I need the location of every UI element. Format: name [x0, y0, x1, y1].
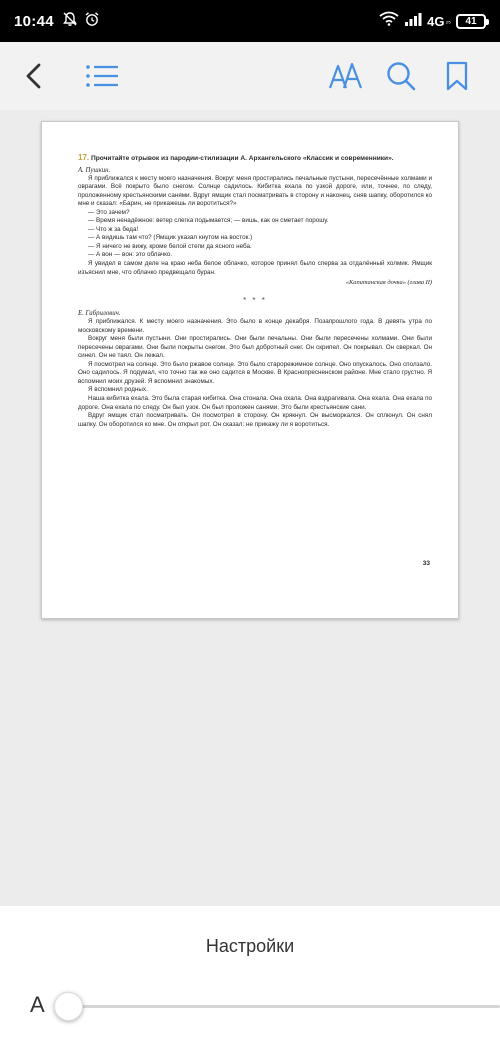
settings-title: Настройки	[205, 936, 295, 956]
author-gabrilovich: Е. Габрилович.	[78, 310, 121, 318]
task-heading	[78, 154, 432, 164]
back-arrow-icon	[22, 62, 46, 90]
source-citation: «Капитанская дочка» (глава II)	[345, 279, 432, 287]
book-page[interactable]	[41, 121, 459, 619]
paragraph: Я приближался к месту моего назначения. Вокруг меня простирались печальные пустыни, пересечённые холмами и оврагами. Всё покрыто было снегом. Солнце садилось. Кибитка ехала по узкой дороге, или, точнее, по следу, проложенному крестьянскими санями. Вдруг ямщик стал посматривать в сторону и наконец, сняв шапку, оборотился ко мне и сказал: «Барин, не прикажешь ли воротиться?»	[78, 174, 432, 208]
signal-icon	[404, 12, 422, 31]
task-text: Прочитайте отрывок из пародии-стилизации А. Архангельского «Классик и современники».	[90, 155, 394, 162]
paragraph: Вдруг ямщик стал посматривать. Он посмотрел в сторону. Он крякнул. Он высморкался. Он сплюнул. Он снял шапку. Он оборотился ко мне. Он открыл рот. Он сказал: не прикажу ли я воротиться.	[78, 412, 432, 428]
paragraph: Я посмотрел на солнце. Это было ржавое солнце. Это было старорежимное солнце. Оно опускалось. Оно сползало. Оно садилось. Я подумал, что точно так же оно садится в Москве. В Краснопресненском районе. Мне стало грустно. Я вспомнил моих друзей. Я вспомнил знакомых.	[78, 360, 433, 385]
paragraph: — Это зачем?	[88, 208, 130, 216]
back-button[interactable]	[14, 56, 54, 96]
wifi-icon	[379, 11, 399, 31]
excerpt-pushkin	[78, 175, 432, 278]
status-bar	[0, 0, 500, 42]
bookmark-icon	[445, 61, 469, 91]
reader-toolbar	[0, 42, 500, 110]
paragraph: Я приближался. К месту моего назначения. Это было в конце декабря. Позапрошлого года. В девять утра по московскому времени.	[78, 318, 432, 334]
task-number: 17.	[78, 153, 90, 162]
paragraph: — Я ничего не вижу, кроме белой степи да ясного неба.	[88, 242, 252, 250]
paragraph: — А видишь там что? (Ямщик указал кнутом на восток.)	[88, 234, 253, 242]
search-icon	[385, 60, 417, 92]
paragraph: Я вспомнил родных.	[88, 386, 148, 394]
excerpt-gabrilovich	[78, 318, 432, 429]
battery-level: 41	[465, 15, 477, 27]
list-icon	[85, 63, 119, 89]
status-time: 10:44	[14, 12, 54, 30]
paragraph: Я увидел в самом деле на краю неба белое облачко, которое принял было сперва за отдалённый холмик. Ямщик изъяснил мне, что облачко предвещало буран.	[78, 259, 432, 276]
bell-muted-icon	[62, 11, 78, 32]
paragraph: Вокруг меня были пустыни. Они простирались. Они были печальны. Они были пересечены холмами. Они были пересечены оврагами. Они были покрыты снегом. Это был добротный снег. Он скрипел. Он покрывал. Он сверкал. Он синел. Он не таял. Он лежал.	[78, 335, 432, 360]
font-size-slider-track[interactable]	[62, 1005, 500, 1008]
settings-panel	[0, 906, 500, 1056]
paragraph: Наша кибитка ехала. Это была старая кибитка. Она стонала. Она охала. Она вздрагивала. Она ехала. Она ехала по дороге. Она ехала по следу. Он был узок. Он был проложен санями. Это были крестьянские сани.	[78, 394, 432, 411]
author-pushkin: А. Пушкин.	[78, 166, 111, 174]
network-type: 4G	[427, 13, 445, 29]
alarm-icon	[84, 11, 100, 32]
paragraph: — А вон — вон: это облачко.	[88, 251, 173, 259]
page-number: 33	[422, 560, 430, 567]
bookmark-button[interactable]	[437, 56, 477, 96]
font-size-slider-thumb[interactable]	[54, 992, 83, 1021]
battery-icon	[456, 14, 486, 29]
network-sub: ₂₅	[445, 17, 451, 25]
section-separator: * * *	[243, 296, 267, 306]
font-size-icon	[328, 61, 364, 91]
search-button[interactable]	[381, 56, 421, 96]
font-size-label: А	[30, 992, 45, 1017]
font-size-button[interactable]	[326, 56, 366, 96]
paragraph: — Что ж за беда!	[88, 225, 139, 233]
contents-button[interactable]	[82, 56, 122, 96]
paragraph: — Время ненадёжное: ветер слегка подымается; — вишь, как он сметает порошу.	[88, 217, 329, 225]
